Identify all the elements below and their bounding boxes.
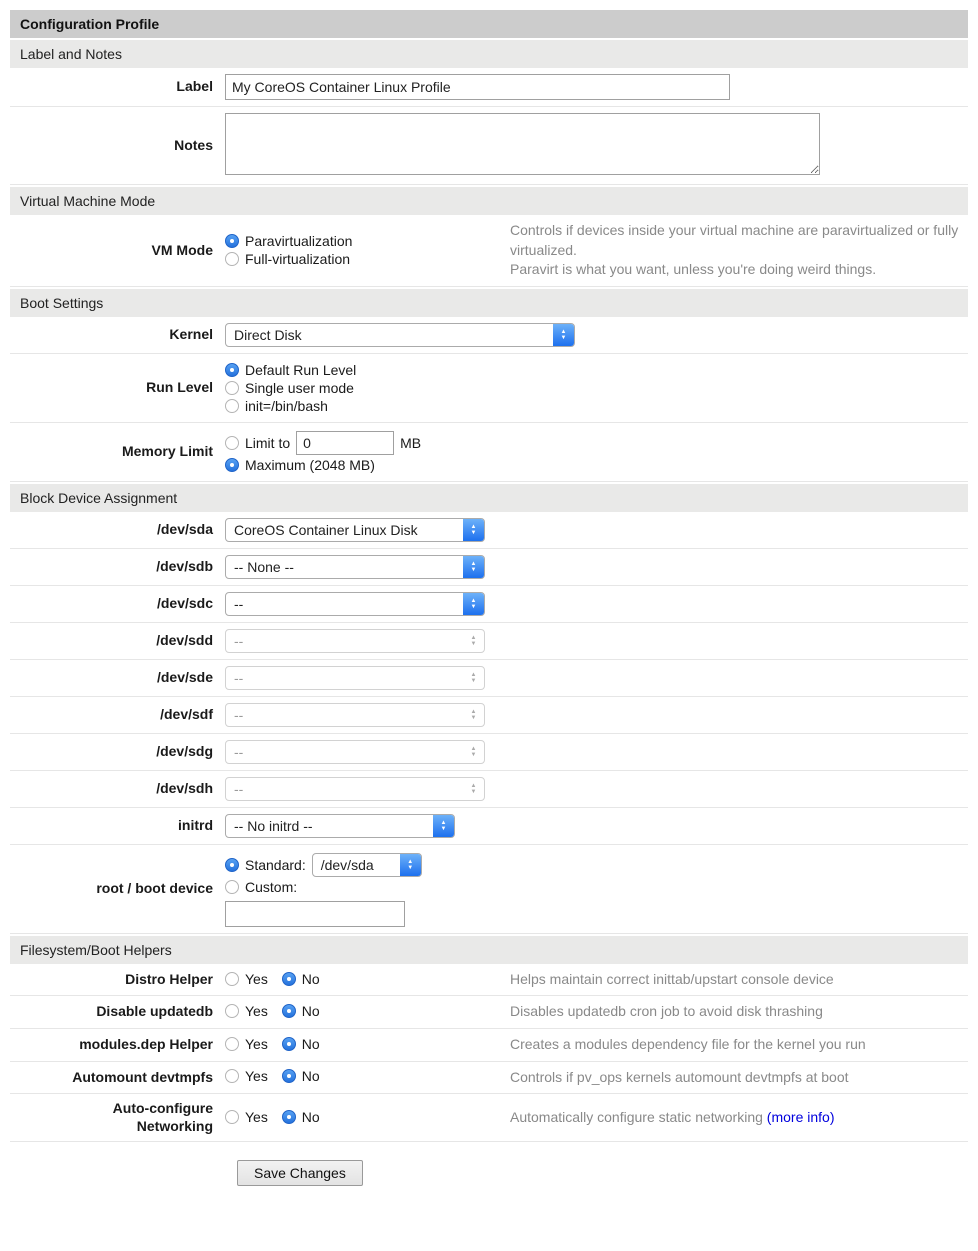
root-standard-radio[interactable] bbox=[225, 858, 239, 872]
auto-configure-networking-label-text: Auto-configure Networking bbox=[112, 1100, 213, 1134]
distro-helper-no-radio[interactable] bbox=[282, 972, 296, 986]
automount-yes-option[interactable] bbox=[225, 1068, 268, 1084]
initrd-label: initrd bbox=[178, 817, 213, 834]
root-boot-device-label: root / boot device bbox=[96, 880, 213, 897]
label-input[interactable] bbox=[225, 74, 730, 100]
yes-label: Yes bbox=[245, 1068, 268, 1085]
save-row bbox=[10, 1142, 968, 1200]
distro-helper-no-option[interactable] bbox=[282, 971, 320, 987]
run-level-default-option[interactable] bbox=[225, 362, 356, 378]
init-bash-label: init=/bin/bash bbox=[245, 397, 328, 414]
yes-label: Yes bbox=[245, 970, 268, 987]
full-virtualization-label: Full-virtualization bbox=[245, 251, 351, 268]
run-level-single-user-option[interactable] bbox=[225, 380, 356, 396]
disable-updatedb-yes-option[interactable] bbox=[225, 1003, 268, 1019]
memory-unit-label: MB bbox=[400, 434, 422, 451]
dev-sda-label: /dev/sda bbox=[156, 521, 213, 538]
dev-sdh-row bbox=[10, 771, 968, 808]
vm-mode-paravirtualization-option[interactable] bbox=[225, 233, 510, 249]
select-stepper-icon: ▲ ▼ bbox=[470, 745, 477, 758]
notes-row bbox=[10, 107, 968, 185]
dev-sdg-row bbox=[10, 734, 968, 771]
kernel-label: Kernel bbox=[169, 326, 213, 343]
dev-sdf-label: /dev/sdf bbox=[160, 706, 213, 723]
distro-helper-row bbox=[10, 964, 968, 997]
auto-configure-networking-row bbox=[10, 1094, 968, 1142]
dev-sdg-label: /dev/sdg bbox=[156, 743, 213, 760]
automount-devtmpfs-help: Controls if pv_ops kernels automount devtmpfs at boot bbox=[510, 1068, 849, 1085]
initrd-select[interactable] bbox=[225, 814, 455, 838]
no-label: No bbox=[301, 1068, 320, 1085]
disable-updatedb-help: Disables updatedb cron job to avoid disk thrashing bbox=[510, 1003, 823, 1020]
maximum-memory-label: Maximum (2048 MB) bbox=[245, 456, 375, 473]
dev-sde-row bbox=[10, 660, 968, 697]
initrd-row bbox=[10, 808, 968, 845]
init-bash-radio[interactable] bbox=[225, 399, 239, 413]
memory-limit-label: Memory Limit bbox=[121, 443, 213, 460]
dev-sdd-label: /dev/sdd bbox=[156, 632, 213, 649]
page-title: Configuration Profile bbox=[10, 10, 968, 38]
disable-updatedb-label: Disable updatedb bbox=[96, 1003, 213, 1020]
vm-mode-help bbox=[510, 221, 968, 280]
auto-configure-networking-label bbox=[10, 1100, 225, 1135]
yes-label: Yes bbox=[245, 1003, 268, 1020]
label-field-label: Label bbox=[176, 78, 213, 95]
select-stepper-icon: ▲ ▼ bbox=[433, 815, 454, 837]
automount-no-option[interactable] bbox=[282, 1068, 320, 1084]
kernel-row bbox=[10, 317, 968, 354]
networking-yes-option[interactable] bbox=[225, 1109, 268, 1125]
vm-mode-help-line2: Paravirt is what you want, unless you're doing weird things. bbox=[510, 261, 877, 278]
dev-sdb-label: /dev/sdb bbox=[156, 558, 213, 575]
disable-updatedb-no-option[interactable] bbox=[282, 1003, 320, 1019]
initrd-select-value: -- No initrd -- bbox=[234, 817, 313, 834]
select-stepper-icon: ▲ ▼ bbox=[470, 634, 477, 647]
yes-label: Yes bbox=[245, 1035, 268, 1052]
dev-sdd-row bbox=[10, 623, 968, 660]
paravirtualization-label: Paravirtualization bbox=[245, 233, 353, 250]
dev-sdb-select[interactable] bbox=[225, 555, 485, 579]
dev-sdc-label: /dev/sdc bbox=[156, 595, 213, 612]
dev-sdf-select-value: -- bbox=[234, 706, 244, 723]
root-custom-option[interactable] bbox=[225, 879, 422, 895]
distro-helper-help: Helps maintain correct inittab/upstart console device bbox=[510, 970, 834, 987]
memory-maximum-option[interactable] bbox=[225, 457, 421, 473]
modules-dep-yes-radio[interactable] bbox=[225, 1037, 239, 1051]
memory-limit-input[interactable] bbox=[296, 431, 394, 455]
distro-helper-yes-option[interactable] bbox=[225, 971, 268, 987]
limit-to-radio[interactable] bbox=[225, 436, 239, 450]
modules-dep-no-radio[interactable] bbox=[282, 1037, 296, 1051]
dev-sda-row bbox=[10, 512, 968, 549]
select-stepper-icon: ▲ ▼ bbox=[470, 671, 477, 684]
no-label: No bbox=[301, 1108, 320, 1125]
networking-help-text: Automatically configure static networking bbox=[510, 1108, 763, 1125]
dev-sdh-select bbox=[225, 777, 485, 801]
root-custom-label: Custom: bbox=[245, 878, 298, 895]
dev-sdb-select-value: -- None -- bbox=[234, 558, 294, 575]
modules-dep-no-option[interactable] bbox=[282, 1036, 320, 1052]
root-boot-device-row bbox=[10, 845, 968, 934]
yes-label: Yes bbox=[245, 1108, 268, 1125]
dev-sdg-select-value: -- bbox=[234, 743, 244, 760]
dev-sde-label: /dev/sde bbox=[156, 669, 213, 686]
root-standard-label: Standard: bbox=[245, 856, 306, 873]
default-run-level-radio[interactable] bbox=[225, 363, 239, 377]
kernel-select-value: Direct Disk bbox=[234, 326, 302, 343]
dev-sdh-label: /dev/sdh bbox=[156, 780, 213, 797]
dev-sda-select-value: CoreOS Container Linux Disk bbox=[234, 521, 418, 538]
single-user-mode-radio[interactable] bbox=[225, 381, 239, 395]
run-level-row bbox=[10, 354, 968, 423]
notes-textarea[interactable] bbox=[225, 113, 820, 175]
no-label: No bbox=[301, 1003, 320, 1020]
disable-updatedb-yes-radio[interactable] bbox=[225, 1004, 239, 1018]
section-virtual-machine-mode: Virtual Machine Mode bbox=[10, 187, 968, 215]
memory-limit-row bbox=[10, 423, 968, 482]
select-stepper-icon: ▲ ▼ bbox=[553, 324, 574, 346]
select-stepper-icon: ▲ ▼ bbox=[463, 519, 484, 541]
dev-sdc-row bbox=[10, 586, 968, 623]
dev-sdc-select[interactable] bbox=[225, 592, 485, 616]
dev-sdf-select bbox=[225, 703, 485, 727]
automount-devtmpfs-row bbox=[10, 1062, 968, 1095]
save-changes-button[interactable]: Save Changes bbox=[237, 1160, 363, 1186]
automount-no-radio[interactable] bbox=[282, 1069, 296, 1083]
root-custom-input[interactable] bbox=[225, 901, 405, 927]
dev-sdc-select-value: -- bbox=[234, 595, 244, 612]
section-label-and-notes: Label and Notes bbox=[10, 40, 968, 68]
dev-sdd-select-value: -- bbox=[234, 632, 244, 649]
select-stepper-icon: ▲ ▼ bbox=[463, 556, 484, 578]
select-stepper-icon: ▲ ▼ bbox=[463, 593, 484, 615]
select-stepper-icon: ▲ ▼ bbox=[470, 708, 477, 721]
networking-no-radio[interactable] bbox=[282, 1110, 296, 1124]
default-run-level-label: Default Run Level bbox=[245, 361, 357, 378]
notes-field-label: Notes bbox=[174, 136, 213, 153]
networking-no-option[interactable] bbox=[282, 1109, 320, 1125]
select-stepper-icon: ▲ ▼ bbox=[470, 782, 477, 795]
disable-updatedb-no-radio[interactable] bbox=[282, 1004, 296, 1018]
run-level-init-bash-option[interactable] bbox=[225, 398, 356, 414]
dev-sde-select-value: -- bbox=[234, 669, 244, 686]
dev-sdg-select bbox=[225, 740, 485, 764]
more-info-link[interactable]: (more info) bbox=[766, 1108, 835, 1125]
modules-dep-helper-label: modules.dep Helper bbox=[79, 1036, 213, 1053]
dev-sde-select bbox=[225, 666, 485, 690]
automount-devtmpfs-label: Automount devtmpfs bbox=[72, 1068, 213, 1085]
maximum-memory-radio[interactable] bbox=[225, 458, 239, 472]
vm-mode-row bbox=[10, 215, 968, 287]
auto-configure-networking-help bbox=[510, 1108, 968, 1128]
no-label: No bbox=[301, 970, 320, 987]
root-custom-radio[interactable] bbox=[225, 880, 239, 894]
vm-mode-help-line1: Controls if devices inside your virtual machine are paravirtualized or fully virtualized. bbox=[510, 222, 959, 258]
distro-helper-yes-radio[interactable] bbox=[225, 972, 239, 986]
no-label: No bbox=[301, 1035, 320, 1052]
modules-dep-helper-row bbox=[10, 1029, 968, 1062]
root-standard-select[interactable] bbox=[312, 853, 422, 877]
paravirtualization-radio[interactable] bbox=[225, 234, 239, 248]
dev-sdb-row bbox=[10, 549, 968, 586]
memory-limit-to-option[interactable] bbox=[225, 431, 421, 455]
dev-sdd-select bbox=[225, 629, 485, 653]
section-block-device-assignment: Block Device Assignment bbox=[10, 484, 968, 512]
vm-mode-label: VM Mode bbox=[151, 241, 213, 258]
label-row bbox=[10, 68, 968, 107]
dev-sda-select[interactable] bbox=[225, 518, 485, 542]
automount-yes-radio[interactable] bbox=[225, 1069, 239, 1083]
networking-yes-radio[interactable] bbox=[225, 1110, 239, 1124]
distro-helper-label: Distro Helper bbox=[125, 970, 213, 987]
modules-dep-yes-option[interactable] bbox=[225, 1036, 268, 1052]
dev-sdh-select-value: -- bbox=[234, 780, 244, 797]
run-level-label: Run Level bbox=[146, 379, 213, 396]
dev-sdf-row bbox=[10, 697, 968, 734]
select-stepper-icon: ▲ ▼ bbox=[400, 854, 421, 876]
disable-updatedb-row bbox=[10, 996, 968, 1029]
section-boot-settings: Boot Settings bbox=[10, 289, 968, 317]
vm-mode-full-virtualization-option[interactable] bbox=[225, 251, 510, 267]
full-virtualization-radio[interactable] bbox=[225, 252, 239, 266]
modules-dep-help: Creates a modules dependency file for the kernel you run bbox=[510, 1035, 866, 1052]
section-filesystem-boot-helpers: Filesystem/Boot Helpers bbox=[10, 936, 968, 964]
limit-to-label: Limit to bbox=[245, 434, 291, 451]
root-standard-select-value: /dev/sda bbox=[320, 856, 374, 873]
kernel-select[interactable] bbox=[225, 323, 575, 347]
single-user-mode-label: Single user mode bbox=[245, 379, 354, 396]
root-standard-option[interactable] bbox=[225, 853, 422, 877]
